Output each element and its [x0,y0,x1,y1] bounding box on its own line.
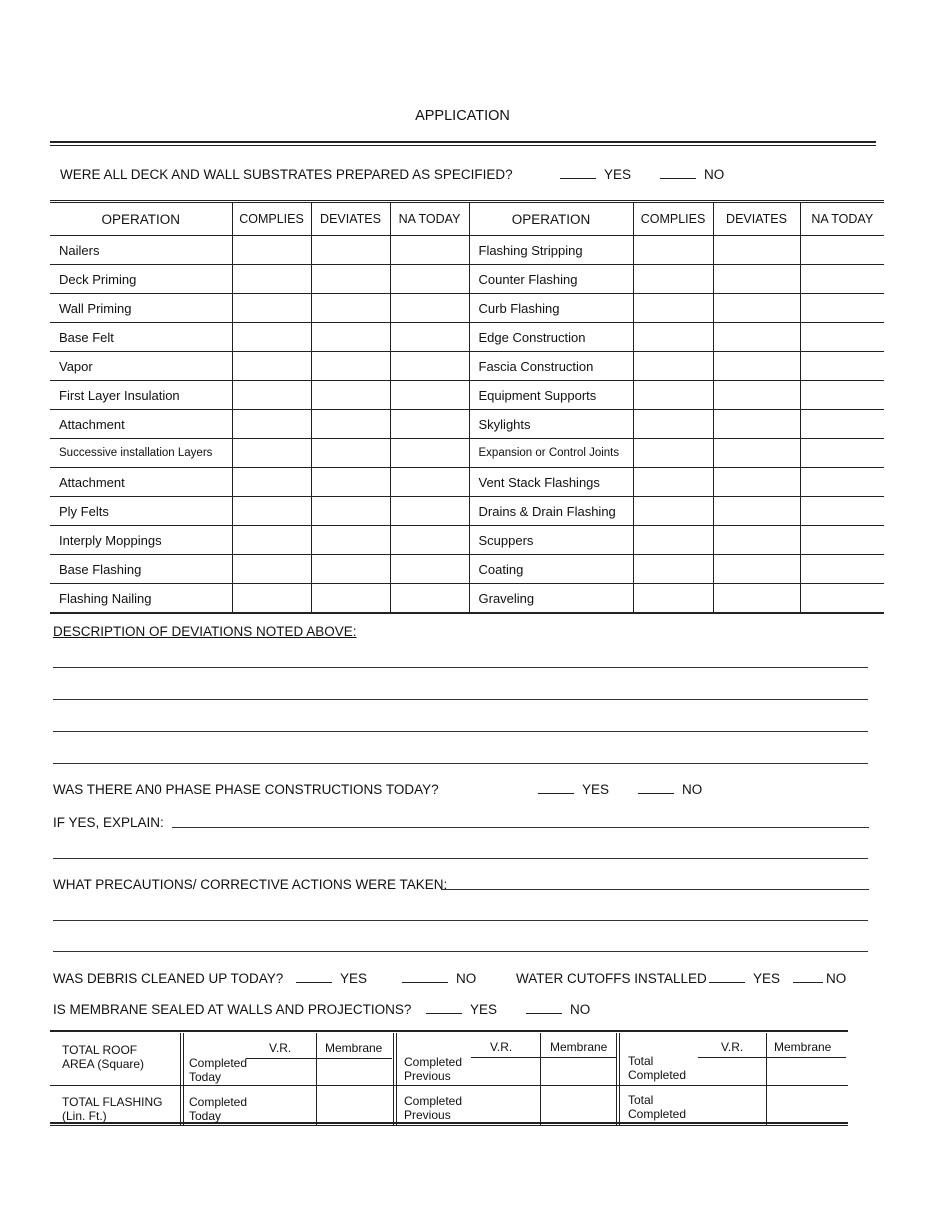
roof-completed-today-line2: Today [189,1070,222,1084]
precautions-line-2[interactable] [53,920,868,921]
operations-table [50,200,884,614]
deviates-cell-left[interactable] [311,526,390,555]
operations-row [50,526,884,555]
na-today-cell-right[interactable] [800,584,884,614]
operation-name-left: Base Felt [50,323,232,352]
na-today-cell-left[interactable] [390,236,469,265]
operation-name-right: Curb Flashing [469,294,633,323]
deviates-cell-right[interactable] [713,497,800,526]
na-today-cell-left[interactable] [390,555,469,584]
operations-row [50,323,884,352]
deviates-cell-right[interactable] [713,526,800,555]
cutoffs-no-label: NO [826,971,847,986]
operation-name-left: First Layer Insulation [50,381,232,410]
flashing-total-completed-line2: Completed [628,1107,687,1121]
header-operation-right: OPERATION [469,202,633,236]
header-na-today-left: NA TODAY [390,202,469,236]
complies-cell-left[interactable] [232,410,311,439]
deviates-cell-left[interactable] [311,410,390,439]
deviates-cell-left[interactable] [311,265,390,294]
operation-name-left: Attachment [50,410,232,439]
header-deviates-right: DEVIATES [713,202,800,236]
complies-cell-left[interactable] [232,294,311,323]
if-yes-line[interactable] [172,827,869,828]
operations-row [50,265,884,294]
operations-header-row [50,202,884,236]
complies-cell-left[interactable] [232,468,311,497]
operation-name-right: Skylights [469,410,633,439]
precautions-label: WHAT PRECAUTIONS/ CORRECTIVE ACTIONS WERE TAKEN: [53,877,448,892]
cutoffs-yes-field[interactable] [709,971,780,986]
operation-name-right: Scuppers [469,526,633,555]
complies-cell-right[interactable] [633,468,713,497]
operations-row [50,294,884,323]
na-today-cell-right[interactable] [800,352,884,381]
header-na-today-right: NA TODAY [800,202,884,236]
complies-cell-right[interactable] [633,236,713,265]
membrane-header-1: Membrane [325,1041,383,1055]
deviates-cell-right[interactable] [713,294,800,323]
flashing-total-completed-line1: Total [628,1093,654,1107]
precautions-line[interactable] [441,889,869,890]
deviates-cell-right[interactable] [713,410,800,439]
description-label: DESCRIPTION OF DEVIATIONS NOTED ABOVE: [53,624,357,639]
deviates-cell-left[interactable] [311,584,390,614]
debris-no-label: NO [456,971,477,986]
complies-cell-left[interactable] [232,381,311,410]
membrane-header-3: Membrane [774,1040,832,1054]
phase-no-field[interactable] [638,782,702,797]
operation-name-left: Successive installation Layers [50,439,232,468]
deviates-cell-right[interactable] [713,236,800,265]
na-today-cell-left[interactable] [390,497,469,526]
description-line-4[interactable] [53,763,868,764]
complies-cell-left[interactable] [232,352,311,381]
operations-row [50,555,884,584]
total-flashing-label-line1: TOTAL FLASHING [62,1095,163,1109]
substrates-yes-field[interactable] [560,167,631,182]
total-flashing-label-line2: (Lin. Ft.) [62,1109,107,1123]
operation-name-left: Base Flashing [50,555,232,584]
phase-no-label: NO [682,782,703,797]
na-today-cell-right[interactable] [800,265,884,294]
operation-name-right: Drains & Drain Flashing [469,497,633,526]
deviates-cell-left[interactable] [311,497,390,526]
na-today-cell-right[interactable] [800,526,884,555]
flashing-completed-today [189,1095,247,1123]
na-today-cell-left[interactable] [390,584,469,614]
na-today-cell-left[interactable] [390,294,469,323]
complies-cell-right[interactable] [633,555,713,584]
complies-cell-left[interactable] [232,265,311,294]
operation-name-right: Equipment Supports [469,381,633,410]
cutoffs-question-text: WATER CUTOFFS INSTALLED [516,971,707,986]
phase-yes-field[interactable] [538,782,609,797]
operation-name-left: Nailers [50,236,232,265]
membrane-header-2: Membrane [550,1040,608,1054]
vr-header-2: V.R. [490,1040,513,1054]
operations-row [50,497,884,526]
complies-cell-left[interactable] [232,323,311,352]
operation-name-left: Interply Moppings [50,526,232,555]
complies-cell-left[interactable] [232,236,311,265]
na-today-cell-left[interactable] [390,323,469,352]
na-today-cell-right[interactable] [800,468,884,497]
roof-completed-today [189,1056,247,1084]
roof-completed-today-line1: Completed [189,1056,248,1070]
complies-cell-right[interactable] [633,265,713,294]
na-today-cell-right[interactable] [800,381,884,410]
complies-cell-right[interactable] [633,410,713,439]
substrates-question-text: WERE ALL DECK AND WALL SUBSTRATES PREPARED AS SPECIFIED? [60,167,513,182]
complies-cell-left[interactable] [232,497,311,526]
totals-box [50,1033,848,1125]
header-deviates-left: DEVIATES [311,202,390,236]
roof-total-completed-line1: Total [628,1054,654,1068]
complies-cell-right[interactable] [633,381,713,410]
complies-cell-left[interactable] [232,439,311,468]
operation-name-right: Coating [469,555,633,584]
operation-name-right: Flashing Stripping [469,236,633,265]
operation-name-left: Vapor [50,352,232,381]
flashing-completed-previous-line2: Previous [404,1108,451,1122]
substrates-no-field[interactable] [660,167,724,182]
na-today-cell-left[interactable] [390,265,469,294]
na-today-cell-right[interactable] [800,236,884,265]
debris-yes-label: YES [340,971,368,986]
cutoffs-no-field[interactable] [793,971,846,986]
deviates-cell-right[interactable] [713,439,800,468]
complies-cell-left[interactable] [232,526,311,555]
membrane-no-label: NO [570,1002,591,1017]
na-today-cell-right[interactable] [800,323,884,352]
complies-cell-right[interactable] [633,323,713,352]
page-title: APPLICATION [415,108,510,124]
deviates-cell-right[interactable] [713,323,800,352]
description-line-3[interactable] [53,731,868,732]
substrates-yes-label: YES [604,167,632,182]
substrates-no-label: NO [704,167,725,182]
flashing-completed-today-line1: Completed [189,1095,248,1109]
title-rule [50,141,876,146]
na-today-cell-left[interactable] [390,526,469,555]
total-roof-label-line1: TOTAL ROOF [62,1043,138,1057]
na-today-cell-left[interactable] [390,439,469,468]
complies-cell-right[interactable] [633,526,713,555]
operation-name-left: Attachment [50,468,232,497]
na-today-cell-left[interactable] [390,468,469,497]
description-line-2[interactable] [53,699,868,700]
substrates-question [60,167,513,182]
roof-total-completed [628,1054,686,1082]
operation-name-left: Wall Priming [50,294,232,323]
complies-cell-left[interactable] [232,555,311,584]
cutoffs-yes-label: YES [753,971,781,986]
flashing-completed-today-line2: Today [189,1109,222,1123]
debris-question-text: WAS DEBRIS CLEANED UP TODAY? [53,971,284,986]
deviates-cell-left[interactable] [311,323,390,352]
operation-name-right: Graveling [469,584,633,614]
operations-row [50,584,884,614]
na-today-cell-left[interactable] [390,410,469,439]
precautions-line-3[interactable] [53,951,868,952]
total-roof-label-line2: AREA (Square) [62,1057,145,1071]
na-today-cell-right[interactable] [800,410,884,439]
operations-row [50,410,884,439]
deviates-cell-left[interactable] [311,352,390,381]
if-yes-line-2[interactable] [53,858,868,859]
operation-name-left: Ply Felts [50,497,232,526]
vr-header-1: V.R. [269,1041,292,1055]
membrane-question-text: IS MEMBRANE SEALED AT WALLS AND PROJECTIONS? [53,1002,412,1017]
complies-cell-right[interactable] [633,497,713,526]
na-today-cell-left[interactable] [390,352,469,381]
roof-total-completed-line2: Completed [628,1068,687,1082]
operations-row [50,439,884,468]
membrane-no-field[interactable] [526,1002,590,1017]
complies-cell-right[interactable] [633,294,713,323]
vr-header-3: V.R. [721,1040,744,1054]
total-roof-label [62,1043,144,1071]
deviates-cell-right[interactable] [713,352,800,381]
deviates-cell-right[interactable] [713,584,800,614]
operation-name-right: Expansion or Control Joints [469,439,633,468]
header-complies-right: COMPLIES [633,202,713,236]
na-today-cell-right[interactable] [800,439,884,468]
operations-row [50,352,884,381]
deviates-cell-left[interactable] [311,468,390,497]
deviates-cell-right[interactable] [713,265,800,294]
deviates-cell-right[interactable] [713,555,800,584]
deviates-cell-right[interactable] [713,381,800,410]
debris-no-field[interactable] [402,971,476,986]
complies-cell-right[interactable] [633,439,713,468]
flashing-total-completed [628,1093,686,1121]
na-today-cell-right[interactable] [800,497,884,526]
operation-name-left: Deck Priming [50,265,232,294]
roof-completed-previous [404,1055,462,1083]
operation-name-right: Edge Construction [469,323,633,352]
complies-cell-right[interactable] [633,352,713,381]
operation-name-right: Fascia Construction [469,352,633,381]
operations-row [50,468,884,497]
phase-question-text: WAS THERE AN0 PHASE PHASE CONSTRUCTIONS TODAY? [53,782,439,797]
complies-cell-right[interactable] [633,584,713,614]
membrane-yes-field[interactable] [426,1002,497,1017]
if-yes-label: IF YES, EXPLAIN: [53,815,164,830]
operation-name-right: Vent Stack Flashings [469,468,633,497]
total-flashing-label [62,1095,162,1123]
deviates-cell-left[interactable] [311,555,390,584]
deviates-cell-right[interactable] [713,468,800,497]
flashing-completed-previous-line1: Completed [404,1094,463,1108]
na-today-cell-left[interactable] [390,381,469,410]
deviates-cell-left[interactable] [311,236,390,265]
operations-row [50,381,884,410]
deviates-cell-left[interactable] [311,381,390,410]
header-complies-left: COMPLIES [232,202,311,236]
membrane-yes-label: YES [470,1002,498,1017]
roof-completed-previous-line2: Previous [404,1069,451,1083]
na-today-cell-right[interactable] [800,555,884,584]
totals-top-rule [50,1030,848,1032]
roof-completed-previous-line1: Completed [404,1055,463,1069]
na-today-cell-right[interactable] [800,294,884,323]
debris-yes-field[interactable] [296,971,367,986]
operations-row [50,236,884,265]
deviates-cell-left[interactable] [311,294,390,323]
phase-yes-label: YES [582,782,610,797]
description-line-1[interactable] [53,667,868,668]
flashing-completed-previous [404,1094,462,1122]
header-operation-left: OPERATION [50,202,232,236]
complies-cell-left[interactable] [232,584,311,614]
operation-name-left: Flashing Nailing [50,584,232,614]
operation-name-right: Counter Flashing [469,265,633,294]
deviates-cell-left[interactable] [311,439,390,468]
